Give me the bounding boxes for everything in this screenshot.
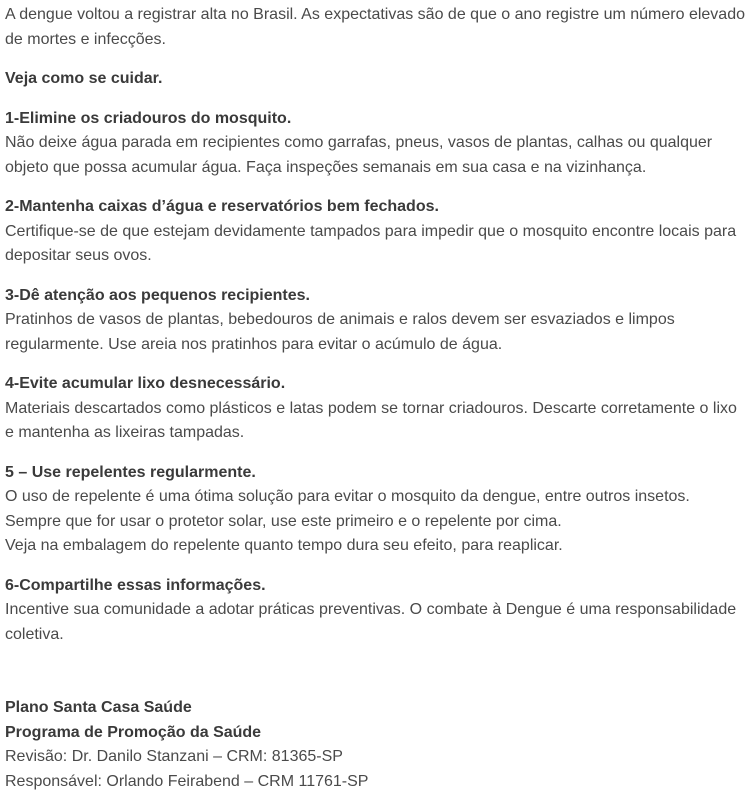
tip-title: 3-Dê atenção aos pequenos recipientes. <box>5 284 750 309</box>
tip-text-line: Veja na embalagem do repelente quanto tempo dura seu efeito, para reaplicar. <box>5 534 750 559</box>
plan-name: Plano Santa Casa Saúde <box>5 696 750 721</box>
intro-paragraph: A dengue voltou a registrar alta no Brasil. As expectativas são de que o ano registre um número elevado de mortes e infecções. <box>5 3 750 52</box>
tip-3 <box>5 284 750 358</box>
tip-text-line: O uso de repelente é uma ótima solução para evitar o mosquito da dengue, entre outros insetos. <box>5 485 750 510</box>
tip-1 <box>5 107 750 181</box>
tip-title: 2-Mantenha caixas d’água e reservatórios bem fechados. <box>5 195 750 220</box>
lead-heading: Veja como se cuidar. <box>5 67 750 92</box>
revision-credit: Revisão: Dr. Danilo Stanzani – CRM: 81365-SP <box>5 745 750 770</box>
tip-text: Materiais descartados como plásticos e latas podem se tornar criadouros. Descarte corretamente o lixo e mantenha as lixeiras tampadas. <box>5 397 750 446</box>
tip-title: 6-Compartilhe essas informações. <box>5 574 750 599</box>
tip-text: Incentive sua comunidade a adotar práticas preventivas. O combate à Dengue é uma responsabilidade coletiva. <box>5 598 750 647</box>
tip-text: Pratinhos de vasos de plantas, bebedouros de animais e ralos devem ser esvaziados e limpos regularmente. Use areia nos pratinhos para evitar o acúmulo de água. <box>5 308 750 357</box>
tip-text-line: Sempre que for usar o protetor solar, use este primeiro e o repelente por cima. <box>5 510 750 535</box>
tip-text: Não deixe água parada em recipientes como garrafas, pneus, vasos de plantas, calhas ou qualquer objeto que possa acumular água. Faça inspeções semanais em sua casa e na vizinhança. <box>5 131 750 180</box>
article-body <box>5 3 750 662</box>
tip-text: Certifique-se de que estejam devidamente tampados para impedir que o mosquito encontre locais para depositar seus ovos. <box>5 220 750 269</box>
tip-5 <box>5 461 750 559</box>
tip-title: 5 – Use repelentes regularmente. <box>5 461 750 486</box>
tip-title: 4-Evite acumular lixo desnecessário. <box>5 372 750 397</box>
tip-4 <box>5 372 750 446</box>
program-name: Programa de Promoção da Saúde <box>5 721 750 746</box>
tip-title: 1-Elimine os criadouros do mosquito. <box>5 107 750 132</box>
responsible-credit: Responsável: Orlando Feirabend – CRM 11761-SP <box>5 770 750 794</box>
tip-6 <box>5 574 750 648</box>
tip-2 <box>5 195 750 269</box>
signature-block <box>5 696 750 794</box>
